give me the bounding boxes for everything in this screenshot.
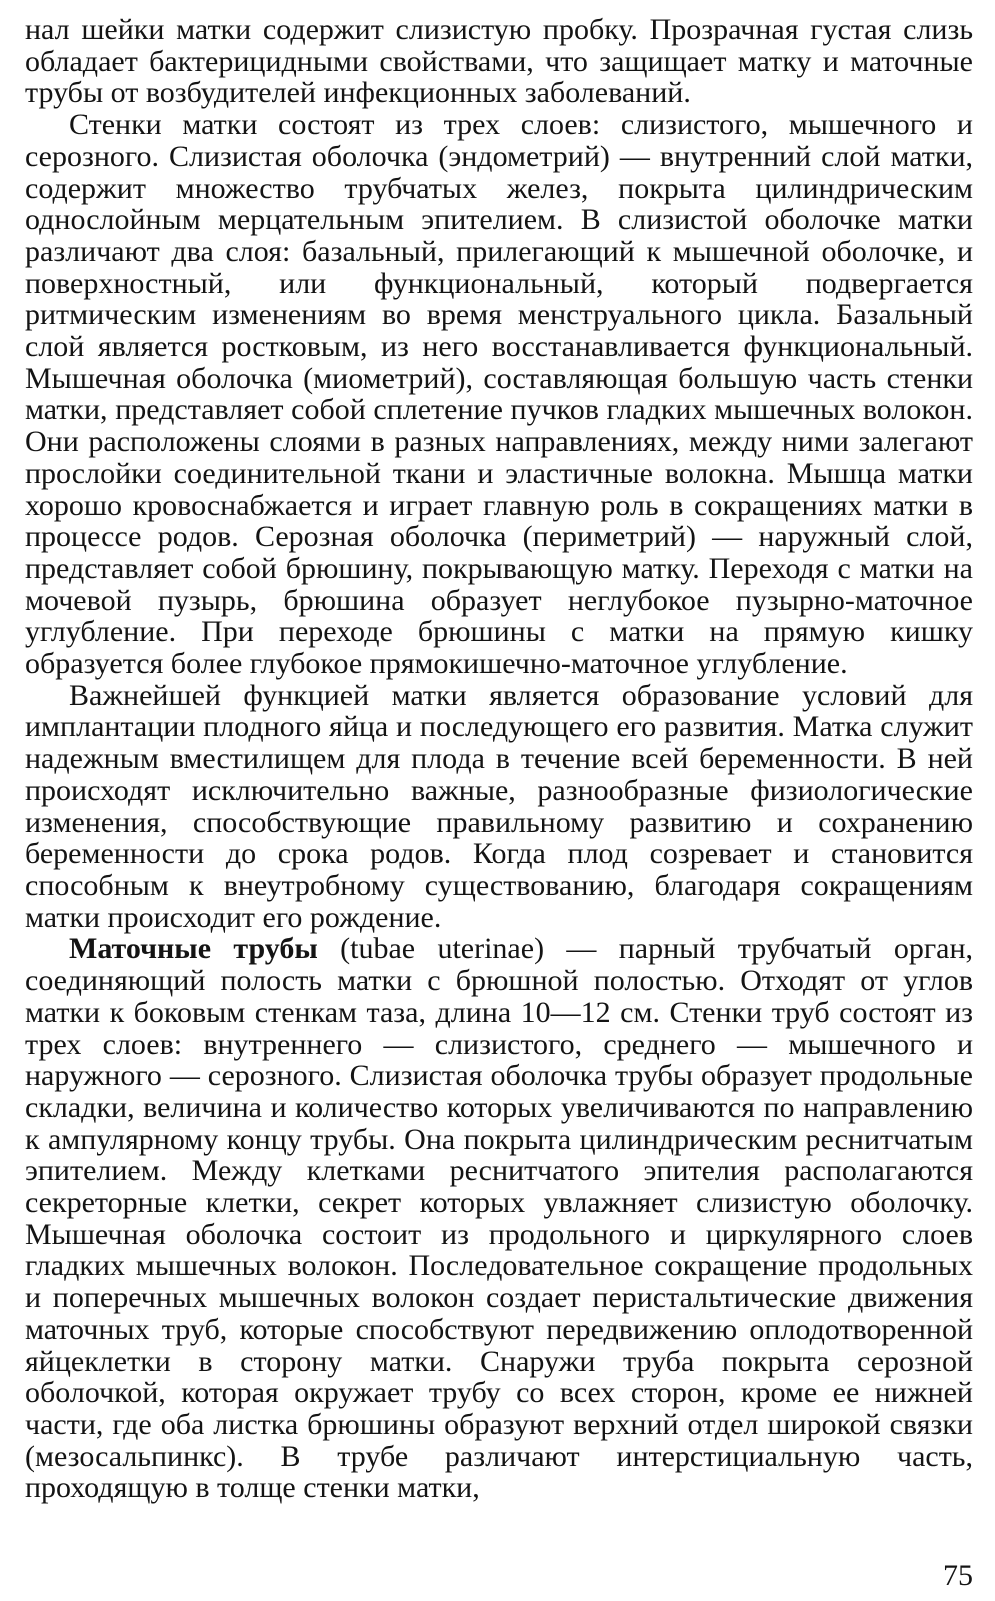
term-fallopian-tubes: Маточные трубы (69, 932, 318, 966)
paragraph-fallopian-tubes (25, 933, 973, 1504)
paragraph-uterus-function: Важнейшей функцией матки является образование условий для имплантации плодного яйца и последующего его развития. Матка служит надежным вместилищем для плода в течение всей беременности. В ней происходят исключительно важные, разнообразные физиологические изменения, способствующие правильному развитию и сохранению беременности до срока родов. Когда плод созревает и становится способным к внеутробному существованию, благодаря сокращениям матки происходит его рождение. (25, 678, 973, 934)
book-page-body (25, 14, 973, 1504)
paragraph-fallopian-tubes-text: (tubae uterinae) — парный трубчатый орган, соединяющий полость матки с брюшной полостью. Отходят от углов матки к боковым стенкам таза, длина 10—12 см. Стенки труб состоят из трех слоев: внутреннего — слизистого, среднего — мышечного и наружного — серозного. Слизистая оболочка трубы образует продольные складки, величина и количество которых увеличиваются по направлению к ампулярному концу трубы. Она покрыта цилиндрическим реснитчатым эпителием. Между клетками реснитчатого эпителия располагаются секреторные клетки, секрет которых увлажняет слизистую оболочку. Мышечная оболочка состоит из продольного и циркулярного слоев гладких мышечных волокон. Последовательное сокращение продольных и поперечных мышечных волокон создает перистальтические движения маточных труб, которые способствуют передвижению оплодотворенной яйцеклетки в сторону матки. Снаружи труба покрыта серозной оболочкой, которая окружает трубу со всех сторон, кроме ее нижней части, где оба листка брюшины образуют верхний отдел широкой связки (мезосальпинкс). В трубе различают интерстициальную часть, проходящую в толще стенки матки, (25, 932, 973, 1505)
paragraph-uterine-wall-layers: Стенки матки состоят из трех слоев: слизистого, мышечного и серозного. Слизистая оболочка (эндометрий) — внутренний слой матки, содержит множество трубчатых желез, покрыта цилиндрическим однослойным мерцательным эпителием. В слизистой оболочке матки различают два слоя: базальный, прилегающий к мышечной оболочке, и поверхностный, или функциональный, который подвергается ритмическим изменениям во время менструального цикла. Базальный слой является ростковым, из него восстанавливается функциональный. Мышечная оболочка (миометрий), составляющая большую часть стенки матки, представляет собой сплетение пучков гладких мышечных волокон. Они расположены слоями в разных направлениях, между ними залегают прослойки соединительной ткани и эластичные волокна. Мышца матки хорошо кровоснабжается и играет главную роль в сокращениях матки в процессе родов. Серозная оболочка (периметрий) — наружный слой, представляет собой брюшину, покрывающую матку. Переходя с матки на мочевой пузырь, брюшина образует неглубокое пузырно-маточное углубление. При переходе брюшины с матки на прямую кишку образуется более глубокое прямокишечно-маточное углубление. (25, 108, 973, 681)
paragraph-continuation: нал шейки матки содержит слизистую пробку. Прозрачная густая слизь обладает бактерицидными свойствами, что защищает матку и маточные трубы от возбудителей инфекционных заболеваний. (25, 13, 973, 110)
page-number: 75 (943, 1559, 973, 1592)
